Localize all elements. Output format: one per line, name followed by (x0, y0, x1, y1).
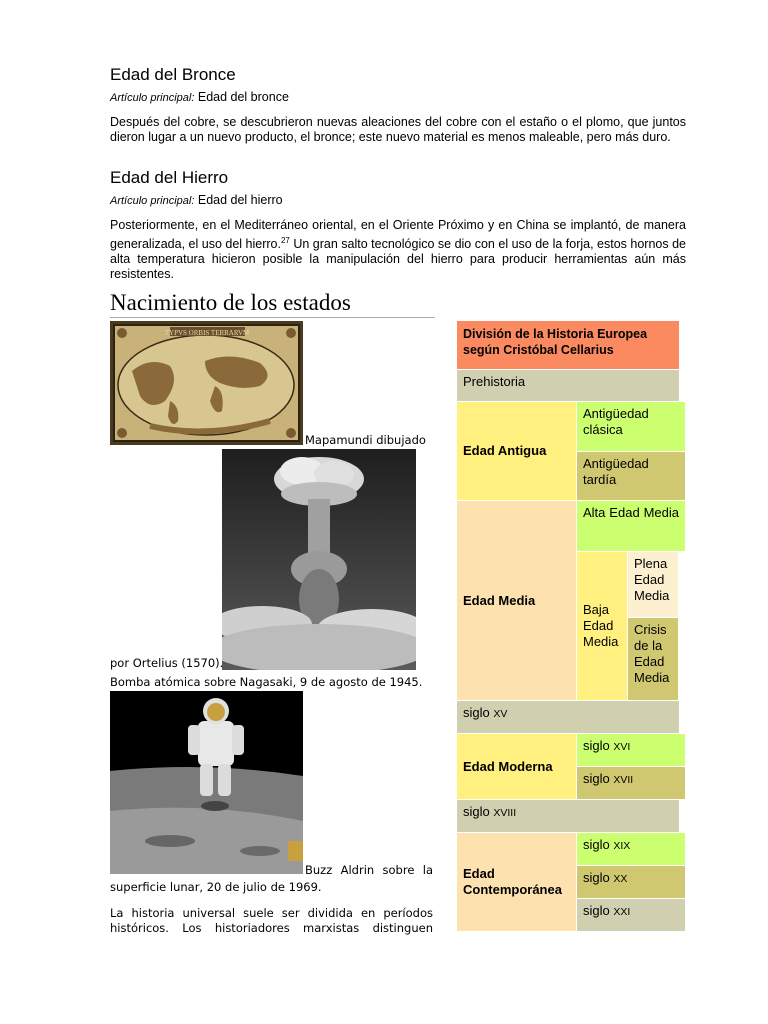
siglo-numeral: XVIII (493, 807, 517, 819)
siglo-numeral: XXI (613, 906, 631, 918)
paragraph-bronce: Después del cobre, se descubrieron nuevas aleaciones del cobre con el estaño o el plomo, que juntos dieron lugar a un nuevo producto, el bronce; este nuevo material es menos maleable, pero más duro. (110, 115, 686, 144)
cell-edad-antigua: Edad Antigua (456, 401, 577, 501)
paragraph-hierro-a: Posteriormente, en el Mediterráneo oriental, en el Oriente Próximo y en China se implantó, de manera generalizada, el uso del hierro. (110, 218, 686, 252)
body-historia: La historia universal suele ser dividida en períodos históricos. Los historiadores marxistas distinguen (110, 906, 433, 935)
footnote-ref[interactable]: 27 (280, 236, 290, 245)
cell-antiguedad-clasica: Antigüedad clásica (576, 401, 686, 452)
main-article-prefix: Artículo principal: (110, 195, 195, 207)
cell-siglo-xx (576, 865, 686, 899)
siglo-numeral: XV (493, 708, 508, 720)
cell-crisis-edad-media: Crisis de la Edad Media (627, 617, 679, 701)
main-article-prefix: Artículo principal: (110, 92, 195, 104)
siglo-label: siglo (583, 903, 610, 918)
siglo-numeral: XVI (613, 741, 631, 753)
siglo-label: siglo (463, 705, 490, 720)
cell-edad-media: Edad Media (456, 500, 577, 701)
cell-plena-edad-media: Plena Edad Media (627, 551, 679, 618)
main-article-hierro (110, 193, 283, 207)
cell-siglo-xviii (456, 799, 680, 833)
main-article-link[interactable]: Edad del hierro (197, 193, 283, 207)
siglo-numeral: XVII (613, 774, 634, 786)
heading-edad-bronce: Edad del Bronce (110, 65, 236, 84)
siglo-numeral: XX (613, 873, 628, 885)
caption-map-b: por Ortelius (1570). (110, 656, 224, 670)
caption-moon-a: Buzz Aldrin sobre la (305, 863, 433, 877)
siglo-numeral: XIX (613, 840, 631, 852)
siglo-label: siglo (463, 804, 490, 819)
heading-rule (110, 317, 435, 318)
heading-nacimiento-estados: Nacimiento de los estados (110, 290, 351, 315)
paragraph-hierro-b: Un gran salto tecnológico se dio con el uso de la forja, estos hornos de alta temperatura hicieron posible la manipulación del hierro para producir herramientas aún más resistentes. (110, 237, 686, 282)
main-article-bronce (110, 90, 289, 104)
siglo-label: siglo (583, 837, 610, 852)
caption-bomb: Bomba atómica sobre Nagasaki, 9 de agosto de 1945. (110, 675, 423, 689)
cell-siglo-xix (576, 832, 686, 866)
cell-baja-edad-media: Baja Edad Media (576, 551, 628, 701)
siglo-label: siglo (583, 771, 610, 786)
cell-siglo-xvi (576, 733, 686, 767)
nagasaki-bomb-image (222, 449, 416, 670)
siglo-label: siglo (583, 870, 610, 885)
cell-antiguedad-tardia: Antigüedad tardía (576, 451, 686, 501)
caption-moon-b: superficie lunar, 20 de julio de 1969. (110, 880, 322, 894)
cell-siglo-xxi (576, 898, 686, 932)
table-header: División de la Historia Europea según Cristóbal Cellarius (456, 320, 680, 370)
map-title-lettering: TYPVS ORBIS TERRARVM (164, 329, 250, 337)
cell-siglo-xv (456, 700, 680, 734)
cell-edad-moderna: Edad Moderna (456, 733, 577, 800)
caption-map-a: Mapamundi dibujado (305, 433, 426, 447)
world-map-image (110, 321, 303, 445)
moon-landing-image (110, 691, 303, 874)
paragraph-hierro (110, 218, 686, 282)
cell-siglo-xvii (576, 766, 686, 800)
main-article-link[interactable]: Edad del bronce (197, 90, 289, 104)
heading-edad-hierro: Edad del Hierro (110, 168, 229, 187)
cell-alta-edad-media: Alta Edad Media (576, 500, 686, 552)
cell-prehistoria: Prehistoria (456, 369, 680, 402)
cell-edad-contemporanea: Edad Contemporánea (456, 832, 577, 932)
siglo-label: siglo (583, 738, 610, 753)
